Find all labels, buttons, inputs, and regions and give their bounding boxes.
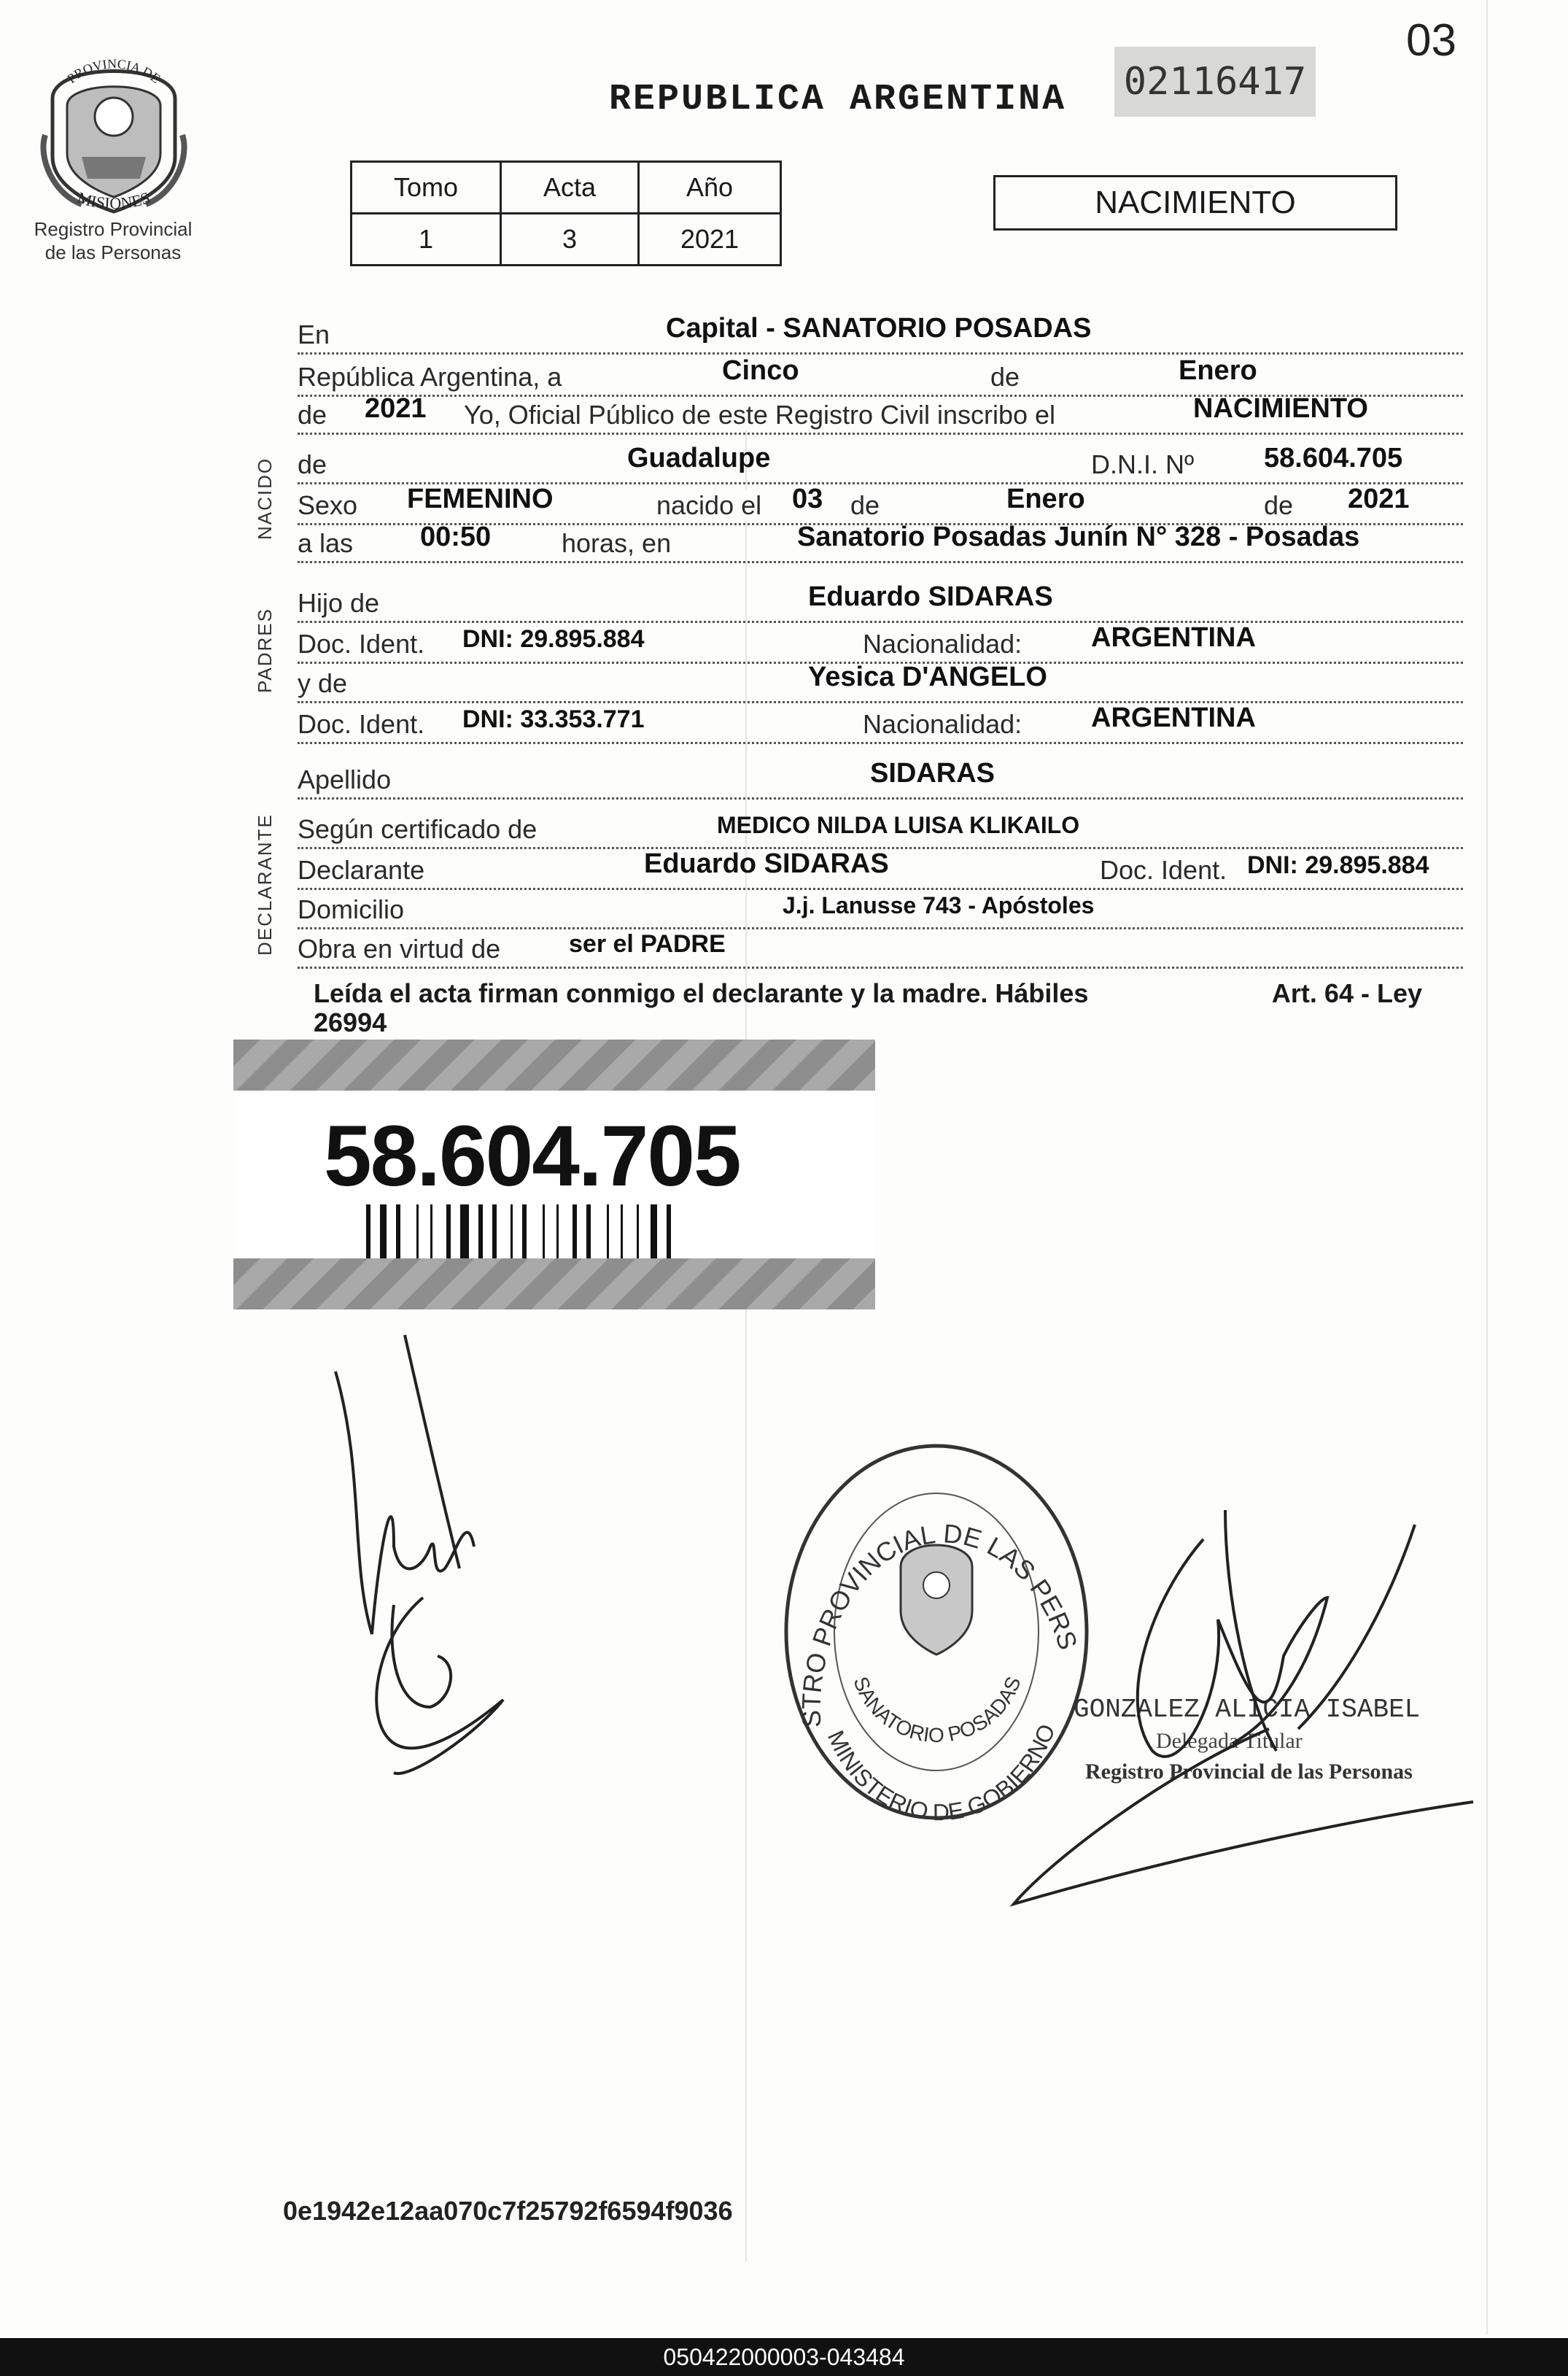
side-label-declarante: DECLARANTE — [254, 813, 276, 956]
label-nacionalidad-padre: Nacionalidad: — [863, 629, 1025, 659]
barcode-bar — [543, 1204, 545, 1263]
barcode-bar — [430, 1204, 432, 1263]
label-apellido: Apellido — [298, 765, 394, 795]
ref-header-acta: Acta — [501, 162, 639, 214]
row-inscripcion — [298, 388, 1463, 439]
barcode-bar — [416, 1204, 419, 1263]
row-hora-lugar — [298, 516, 1463, 568]
value-madre-nac: ARGENTINA — [1091, 703, 1256, 733]
label-en: En — [298, 320, 333, 350]
official-office: Registro Provincial de las Personas — [1085, 1760, 1413, 1784]
closing-text: Leída el acta firman conmigo el declarante y la madre. Hábiles — [314, 978, 1089, 1008]
barcode-bar — [667, 1204, 671, 1263]
closing-ley: 26994 — [314, 1007, 387, 1037]
dni-ticket — [233, 1040, 875, 1309]
ref-header-tomo: Tomo — [352, 162, 501, 214]
value-lugar-nac: Sanatorio Posadas Junín N° 328 - Posadas — [797, 522, 1360, 552]
side-label-padres: PADRES — [254, 608, 276, 693]
value-dia-nac: 03 — [792, 484, 823, 514]
label-de: de — [990, 362, 1022, 392]
row-madre-doc — [298, 697, 1463, 748]
row-obra — [298, 922, 1463, 973]
row-apellido — [298, 753, 1463, 804]
logo-caption-line1: Registro Provincial — [34, 218, 193, 240]
barcode-bar — [478, 1204, 483, 1263]
value-nombre: Guadalupe — [627, 443, 771, 473]
barcode-bar — [396, 1204, 400, 1263]
serial-number: 02116417 — [1114, 47, 1316, 117]
stamp-ring-mid: SANATORIO POSADAS — [849, 1673, 1025, 1747]
label-doc-ident-declarante: Doc. Ident. — [1100, 855, 1230, 886]
ref-value-tomo: 1 — [352, 214, 501, 266]
label-nacido-el: nacido el — [656, 490, 764, 521]
barcode-bar — [460, 1204, 469, 1263]
barcode-bar — [607, 1204, 609, 1263]
label-declarante: Declarante — [298, 855, 427, 886]
value-sexo: FEMENINO — [407, 484, 554, 514]
closing-art: Art. 64 - Ley — [1271, 978, 1422, 1008]
official-signature — [1006, 1510, 1480, 1919]
page-number: 03 — [1406, 15, 1456, 66]
value-dia-inscripcion: Cinco — [722, 355, 799, 386]
value-padre: Eduardo SIDARAS — [808, 581, 1053, 612]
barcode-bar — [621, 1204, 623, 1263]
value-tipo: NACIMIENTO — [1193, 393, 1368, 424]
label-domicilio: Domicilio — [298, 894, 407, 925]
barcode-bar — [573, 1204, 577, 1263]
value-padre-nac: ARGENTINA — [1091, 622, 1256, 653]
ticket-barcode — [366, 1204, 955, 1263]
label-republica: República Argentina, a — [298, 362, 564, 392]
official-name: GONZALEZ ALICIA ISABEL — [1074, 1695, 1421, 1725]
value-dni: 58.604.705 — [1264, 443, 1403, 473]
label-doc-ident-padre: Doc. Ident. — [298, 629, 427, 659]
reference-table — [350, 160, 782, 266]
value-lugar: Capital - SANATORIO POSADAS — [666, 313, 1092, 344]
stamp-center-logo-icon — [901, 1545, 972, 1655]
label-de-year: de — [298, 400, 330, 430]
barcode-bar — [522, 1204, 527, 1263]
label-nacionalidad-madre: Nacionalidad: — [863, 709, 1025, 740]
label-horas-en: horas, en — [562, 528, 674, 559]
seal-text-bottom: MISIONES — [75, 188, 152, 213]
ref-value-anio: 2021 — [639, 214, 781, 266]
label-de-nombre: de — [298, 449, 330, 480]
label-dni: D.N.I. Nº — [1091, 449, 1197, 480]
page-edge-line — [1486, 0, 1488, 2334]
label-doc-ident-madre: Doc. Ident. — [298, 709, 427, 740]
value-madre: Yesica D'ANGELO — [808, 662, 1047, 692]
document-hash: 0e1942e12aa070c7f25792f6594f9036 — [283, 2196, 733, 2226]
ref-header-anio: Año — [639, 162, 781, 214]
value-certificado: MEDICO NILDA LUISA KLIKAILO — [717, 812, 1080, 838]
barcode-bar — [651, 1204, 657, 1263]
logo-caption-line2: de las Personas — [44, 241, 182, 263]
value-mes-inscripcion: Enero — [1179, 355, 1257, 386]
ticket-band-bottom — [233, 1258, 875, 1309]
value-domicilio: J.j. Lanusse 743 - Apóstoles — [783, 892, 1095, 918]
label-y-de: y de — [298, 668, 350, 699]
svg-text:SANATORIO POSADAS — [849, 1673, 1025, 1746]
barcode-bar — [380, 1204, 387, 1263]
side-label-nacido: NACIDO — [254, 457, 276, 540]
barcode-bar — [492, 1204, 497, 1263]
barcode-bar — [446, 1204, 451, 1263]
value-apellido: SIDARAS — [870, 758, 995, 789]
label-de3: de — [1264, 490, 1296, 521]
value-anio-nac: 2021 — [1348, 484, 1410, 514]
ticket-number: 58.604.705 — [324, 1108, 740, 1204]
value-padre-doc: DNI: 29.895.884 — [462, 625, 645, 653]
label-sexo: Sexo — [298, 490, 360, 521]
value-anio-inscripcion: 2021 — [365, 393, 427, 424]
footer-code-bar: 050422000003-043484 — [0, 2338, 1568, 2376]
value-obra: ser el PADRE — [569, 930, 726, 958]
label-hijo-de: Hijo de — [298, 588, 382, 619]
logo-caption — [15, 217, 211, 264]
label-yo: Yo, Oficial Público de este Registro Civil inscribo el — [464, 400, 1058, 430]
value-mes-nac: Enero — [1006, 484, 1085, 514]
label-de2: de — [850, 490, 882, 521]
record-type-box: NACIMIENTO — [993, 175, 1397, 231]
label-segun: Según certificado de — [298, 814, 540, 845]
seal-text-top: PROVINCIA DE — [64, 56, 163, 86]
barcode-bar — [637, 1204, 639, 1263]
value-hora: 00:50 — [420, 522, 492, 552]
stamp-ring-bottom: MINISTERIO DE GOBIERNO — [822, 1720, 1060, 1826]
barcode-bar — [586, 1204, 591, 1263]
declarant-signature — [321, 1328, 554, 1802]
official-role: Delegada Titular — [1156, 1729, 1303, 1753]
document-title: REPUBLICA ARGENTINA — [609, 79, 1067, 120]
barcode-bar — [556, 1204, 559, 1263]
stamp-ring-top: STRO PROVINCIAL DE LAS PERS — [796, 1518, 1084, 1728]
value-declarante: Eduardo SIDARAS — [644, 848, 889, 879]
value-declarante-doc: DNI: 29.895.884 — [1247, 851, 1429, 879]
closing-statement — [314, 979, 1422, 1037]
ref-value-acta: 3 — [501, 214, 639, 266]
label-a-las: a las — [298, 528, 356, 559]
barcode-bar — [511, 1204, 513, 1263]
province-seal-logo — [38, 47, 190, 215]
ticket-band-top — [233, 1040, 875, 1091]
label-obra: Obra en virtud de — [298, 934, 503, 964]
barcode-bar — [366, 1204, 370, 1263]
value-madre-doc: DNI: 33.353.771 — [462, 705, 645, 733]
